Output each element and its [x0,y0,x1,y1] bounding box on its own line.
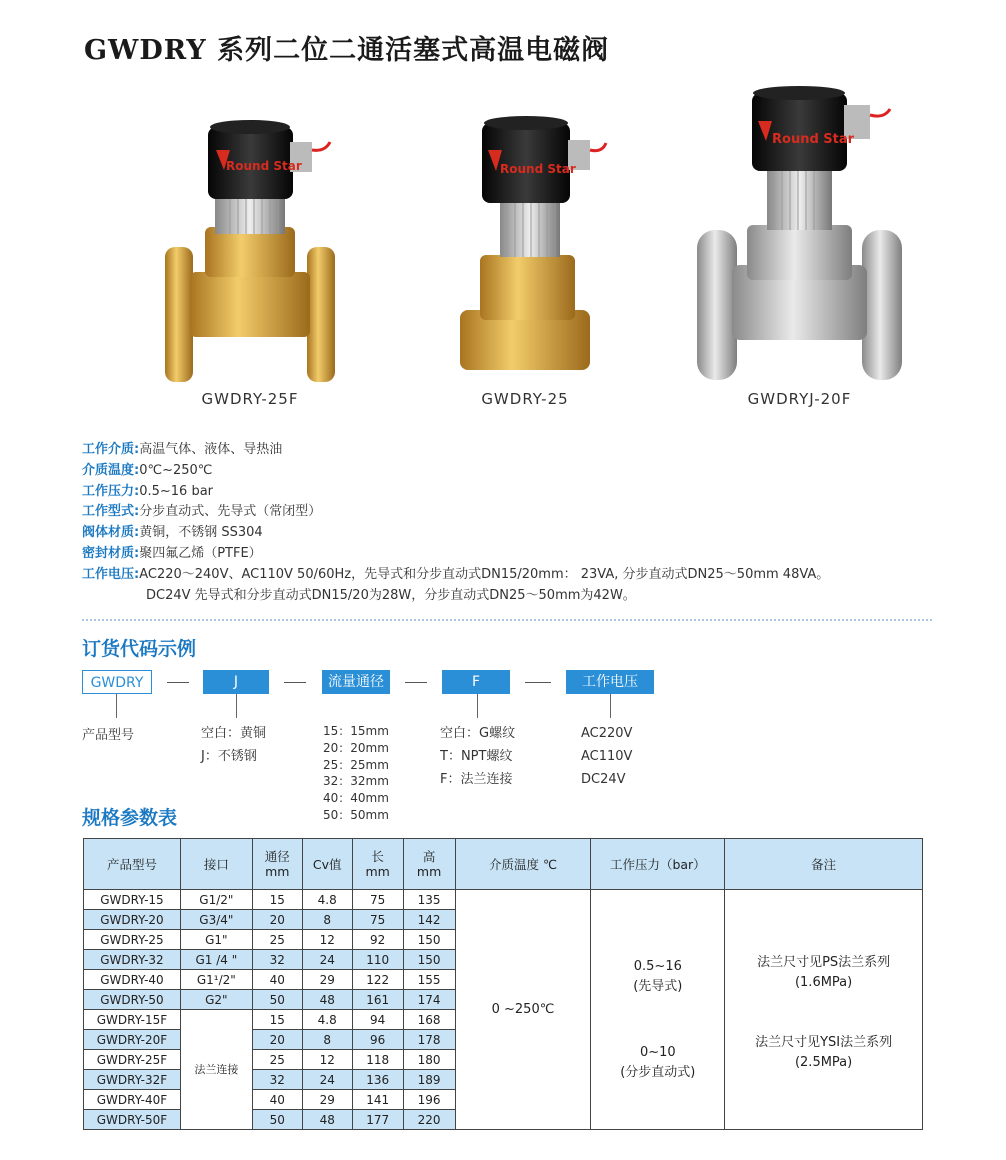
code-box-voltage: 工作电压 [566,670,654,694]
cell-port: G1¹/2" [180,970,252,990]
cell-length: 122 [352,970,403,990]
cell-cv: 48 [302,990,352,1010]
cell-cv: 48 [302,1110,352,1130]
remark-ps: 法兰尺寸见PS法兰系列 [757,954,891,970]
spec-key: 介质温度: [82,462,140,478]
code-option: 20：20mm [323,740,389,755]
spec-value: AC220～240V、AC110V 50/60Hz，先导式和分步直动式DN15/20mm： 23VA, 分步直动式DN25～50mm 48VA。 [139,566,830,582]
spec-value: 0℃~250℃ [139,462,213,478]
header-temperature: 介质温度 ℃ [455,839,591,890]
spec-key: 工作型式: [82,504,140,520]
spec-key: 工作电压: [82,566,140,582]
spec-value: 0.5~16 bar [139,483,214,499]
spec-row [82,502,829,523]
cell-length: 177 [352,1110,403,1130]
product-caption: GWDRY-25 [481,390,569,408]
code-connector [610,694,611,718]
cell-port: G1" [180,930,252,950]
cell-cv: 29 [302,970,352,990]
cell-height: 189 [403,1070,455,1090]
code-option: 40：40mm [323,791,389,806]
header-port: 接口 [180,839,252,890]
spec-row [82,482,829,503]
cell-diameter: 15 [252,890,302,910]
cell-cv: 12 [302,930,352,950]
header-model: 产品型号 [84,839,181,890]
header-height: 高 mm [403,839,455,890]
cell-cv: 8 [302,1030,352,1050]
code-dash [525,682,551,683]
cell-model: GWDRY-25 [84,930,181,950]
spec-row [82,544,829,565]
valve-image-3 [692,85,907,382]
cell-height: 155 [403,970,455,990]
code-connector [236,694,237,718]
spec-table [83,838,923,1130]
pressure-pilot-note: (先导式) [633,978,683,994]
order-section-title: 订货代码示例 [82,638,197,660]
code-option: T：NPT螺纹 [440,749,513,764]
cell-length: 118 [352,1050,403,1070]
cell-height: 168 [403,1010,455,1030]
header-cv: Cv值 [302,839,352,890]
code-options-connection [440,722,515,791]
code-option: 50：50mm [323,807,389,822]
cell-port: G1 /4 " [180,950,252,970]
cell-diameter: 20 [252,910,302,930]
product-caption: GWDRY-25F [201,390,299,408]
cell-cv: 4.8 [302,890,352,910]
cell-port: G2" [180,990,252,1010]
cell-height: 180 [403,1050,455,1070]
cell-cv: 29 [302,1090,352,1110]
pressure-step: 0~10 [639,1044,676,1060]
code-box-model: GWDRY [82,670,152,694]
cell-diameter: 15 [252,1010,302,1030]
pressure-pilot: 0.5~16 [633,958,682,974]
code-dash [167,682,189,683]
header-diameter: 通径 mm [252,839,302,890]
product-gwdry-25f [160,112,340,408]
code-option: J：不锈钢 [201,749,257,764]
spec-list [82,440,829,606]
code-dash [284,682,306,683]
cell-height: 150 [403,950,455,970]
cell-height: 135 [403,890,455,910]
spec-value: 黄铜，不锈钢 SS304 [139,525,263,541]
cell-diameter: 40 [252,970,302,990]
spec-key: 工作介质: [82,442,140,457]
cell-height: 178 [403,1030,455,1050]
cell-diameter: 25 [252,1050,302,1070]
code-options-model [82,724,134,747]
cell-model: GWDRY-50 [84,990,181,1010]
code-option: AC110V [581,749,633,764]
cell-height: 142 [403,910,455,930]
code-option: 25：25mm [323,757,389,772]
cell-temperature: 0 ~250℃ [455,890,591,1130]
cell-height: 174 [403,990,455,1010]
table-section-title: 规格参数表 [82,807,178,829]
cell-model: GWDRY-15F [84,1010,181,1030]
cell-diameter: 50 [252,1110,302,1130]
cell-model: GWDRY-15 [84,890,181,910]
code-dash [405,682,427,683]
cell-length: 75 [352,890,403,910]
table-row [84,890,923,910]
spec-row [82,523,829,544]
code-option: 空白：黄铜 [201,726,267,741]
cell-length: 94 [352,1010,403,1030]
cell-port-flange: 法兰连接 [180,1010,252,1130]
cell-diameter: 25 [252,930,302,950]
cell-model: GWDRY-40 [84,970,181,990]
cell-cv: 12 [302,1050,352,1070]
pressure-step-note: (分步直动式) [620,1064,696,1080]
cell-diameter: 32 [252,950,302,970]
cell-model: GWDRY-20F [84,1030,181,1050]
cell-length: 110 [352,950,403,970]
spec-value: 分步直动式、先导式（常闭型） [139,504,322,520]
cell-height: 220 [403,1110,455,1130]
remark-ps-note: (1.6MPa) [794,974,853,990]
svg-text:Round Star: Round Star [772,132,855,147]
code-option: 32：32mm [323,774,389,789]
header-length: 长 mm [352,839,403,890]
spec-value: 聚四氟乙烯（PTFE） [139,545,262,561]
cell-length: 75 [352,910,403,930]
spec-key: 阀体材质: [82,525,140,541]
cell-length: 161 [352,990,403,1010]
cell-model: GWDRY-50F [84,1110,181,1130]
cell-port: G3/4" [180,910,252,930]
cell-height: 150 [403,930,455,950]
spec-row [82,461,829,482]
table-header-row [84,839,923,890]
cell-diameter: 40 [252,1090,302,1110]
section-divider [82,619,932,621]
cell-cv: 24 [302,950,352,970]
code-options-diameter [323,723,389,824]
remark-ysi-note: (2.5MPa) [794,1054,853,1070]
page-title: GWDRY 系列二位二通活塞式高温电磁阀 [84,35,610,66]
cell-model: GWDRY-40F [84,1090,181,1110]
spec-row [82,565,829,586]
code-box-connection: F [442,670,510,694]
spec-value: 高温气体、液体、导热油 [139,442,283,457]
cell-model: GWDRY-32F [84,1070,181,1090]
product-gwdry-25 [440,105,610,408]
code-option: DC24V [581,772,626,787]
code-box-diameter: 流量通径 [322,670,390,694]
remark-ysi: 法兰尺寸见YSI法兰系列 [755,1034,893,1050]
cell-length: 136 [352,1070,403,1090]
cell-diameter: 20 [252,1030,302,1050]
cell-remark [725,890,923,1130]
cell-cv: 8 [302,910,352,930]
header-remark: 备注 [725,839,923,890]
cell-pressure [591,890,725,1130]
code-connector [477,694,478,718]
svg-text:Round Star: Round Star [500,162,576,176]
cell-height: 196 [403,1090,455,1110]
code-option: 15：15mm [323,724,389,738]
cell-diameter: 50 [252,990,302,1010]
valve-image-1 [160,112,340,382]
spec-key: 工作压力: [82,483,140,499]
spec-key: 密封材质: [82,545,140,561]
cell-cv: 24 [302,1070,352,1090]
product-gwdryj-20f [692,85,907,408]
cell-model: GWDRY-20 [84,910,181,930]
valve-image-2 [440,105,610,382]
cell-diameter: 32 [252,1070,302,1090]
code-option: 产品型号 [82,728,135,743]
cell-port: G1/2" [180,890,252,910]
code-option: F：法兰连接 [440,772,513,787]
cell-length: 141 [352,1090,403,1110]
code-box-material: J [203,670,269,694]
spec-row [82,440,829,461]
spec-value-continued: DC24V 先导式和分步直动式DN15/20为28W，分步直动式DN25～50mm为42W。 [146,587,636,603]
code-options-material [201,722,266,768]
header-pressure: 工作压力（bar） [591,839,725,890]
svg-text:Round Star: Round Star [226,159,302,173]
cell-model: GWDRY-32 [84,950,181,970]
cell-cv: 4.8 [302,1010,352,1030]
code-options-voltage [581,722,632,791]
cell-model: GWDRY-25F [84,1050,181,1070]
product-caption: GWDRYJ-20F [747,390,852,408]
cell-length: 96 [352,1030,403,1050]
cell-length: 92 [352,930,403,950]
code-option: 空白：G螺纹 [440,726,516,741]
code-option: AC220V [581,726,633,741]
code-connector [116,694,117,718]
